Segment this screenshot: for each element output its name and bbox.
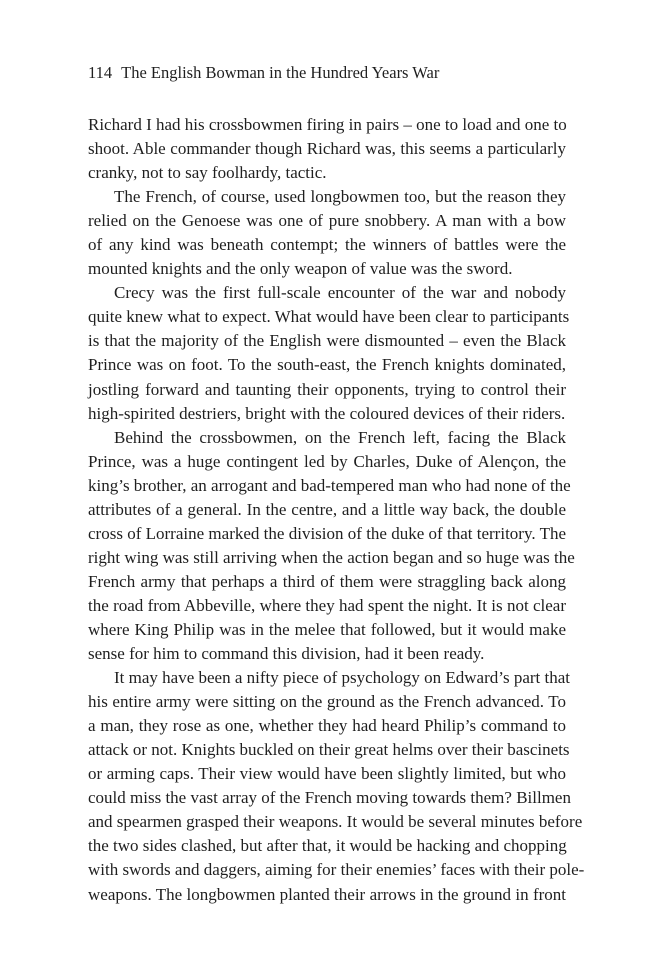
text-line: shoot. Able commander though Richard was, this seems a particularly xyxy=(88,139,566,159)
text-line: the two sides clashed, but after that, it would be hacking and chopping xyxy=(88,836,567,856)
text-line: relied on the Genoese was one of pure snobbery. A man with a bow xyxy=(88,211,566,231)
text-line: of any kind was beneath contempt; the winners of battles were the xyxy=(88,235,566,255)
text-line: with swords and daggers, aiming for their enemies’ faces with their pole- xyxy=(88,860,585,880)
text-line: attack or not. Knights buckled on their great helms over their bascinets xyxy=(88,740,570,760)
text-line: sense for him to command this division, had it been ready. xyxy=(88,644,485,664)
text-line: The French, of course, used longbowmen too, but the reason they xyxy=(114,187,566,207)
text-line: Prince was on foot. To the south-east, the French knights dominated, xyxy=(88,355,566,375)
text-line: quite knew what to expect. What would have been clear to participants xyxy=(88,307,570,327)
body-text xyxy=(88,113,585,907)
text-line: Prince, was a huge contingent led by Charles, Duke of Alençon, the xyxy=(88,451,566,471)
running-head-title: The English Bowman in the Hundred Years War xyxy=(121,63,440,82)
text-line: jostling forward and taunting their opponents, trying to control their xyxy=(88,379,566,399)
text-line: could miss the vast array of the French moving towards them? Billmen xyxy=(88,788,571,808)
text-line: high-spirited destriers, bright with the coloured devices of their riders. xyxy=(88,403,566,423)
text-line: and spearmen grasped their weapons. It would be several minutes before xyxy=(88,812,583,832)
text-line: cross of Lorraine marked the division of the duke of that territory. The xyxy=(88,523,566,543)
text-line: Behind the crossbowmen, on the French left, facing the Black xyxy=(114,427,566,447)
text-line: weapons. The longbowmen planted their arrows in the ground in front xyxy=(88,884,566,904)
text-line: mounted knights and the only weapon of value was the sword. xyxy=(88,259,513,279)
text-line: attributes of a general. In the centre, and a little way back, the double xyxy=(88,499,566,519)
text-line: or arming caps. Their view would have been slightly limited, but who xyxy=(88,764,566,784)
text-line: his entire army were sitting on the ground as the French advanced. To xyxy=(88,692,566,712)
text-line: where King Philip was in the melee that followed, but it would make xyxy=(88,619,566,639)
text-line: It may have been a nifty piece of psychology on Edward’s part that xyxy=(114,668,571,688)
running-head xyxy=(88,63,439,83)
text-line: is that the majority of the English were dismounted – even the Black xyxy=(88,331,566,351)
text-line: the road from Abbeville, where they had spent the night. It is not clear xyxy=(88,595,566,615)
text-line: French army that perhaps a third of them were straggling back along xyxy=(88,571,566,591)
text-line: Crecy was the first full-scale encounter of the war and nobody xyxy=(114,283,566,303)
text-line: right wing was still arriving when the action began and so huge was the xyxy=(88,547,575,567)
text-line: Richard I had his crossbowmen firing in pairs – one to load and one to xyxy=(88,115,567,134)
page-number: 114 xyxy=(88,63,113,82)
text-line: cranky, not to say foolhardy, tactic. xyxy=(88,163,327,183)
text-line: king’s brother, an arrogant and bad-tempered man who had none of the xyxy=(88,475,571,495)
text-line: a man, they rose as one, whether they had heard Philip’s command to xyxy=(88,716,566,736)
